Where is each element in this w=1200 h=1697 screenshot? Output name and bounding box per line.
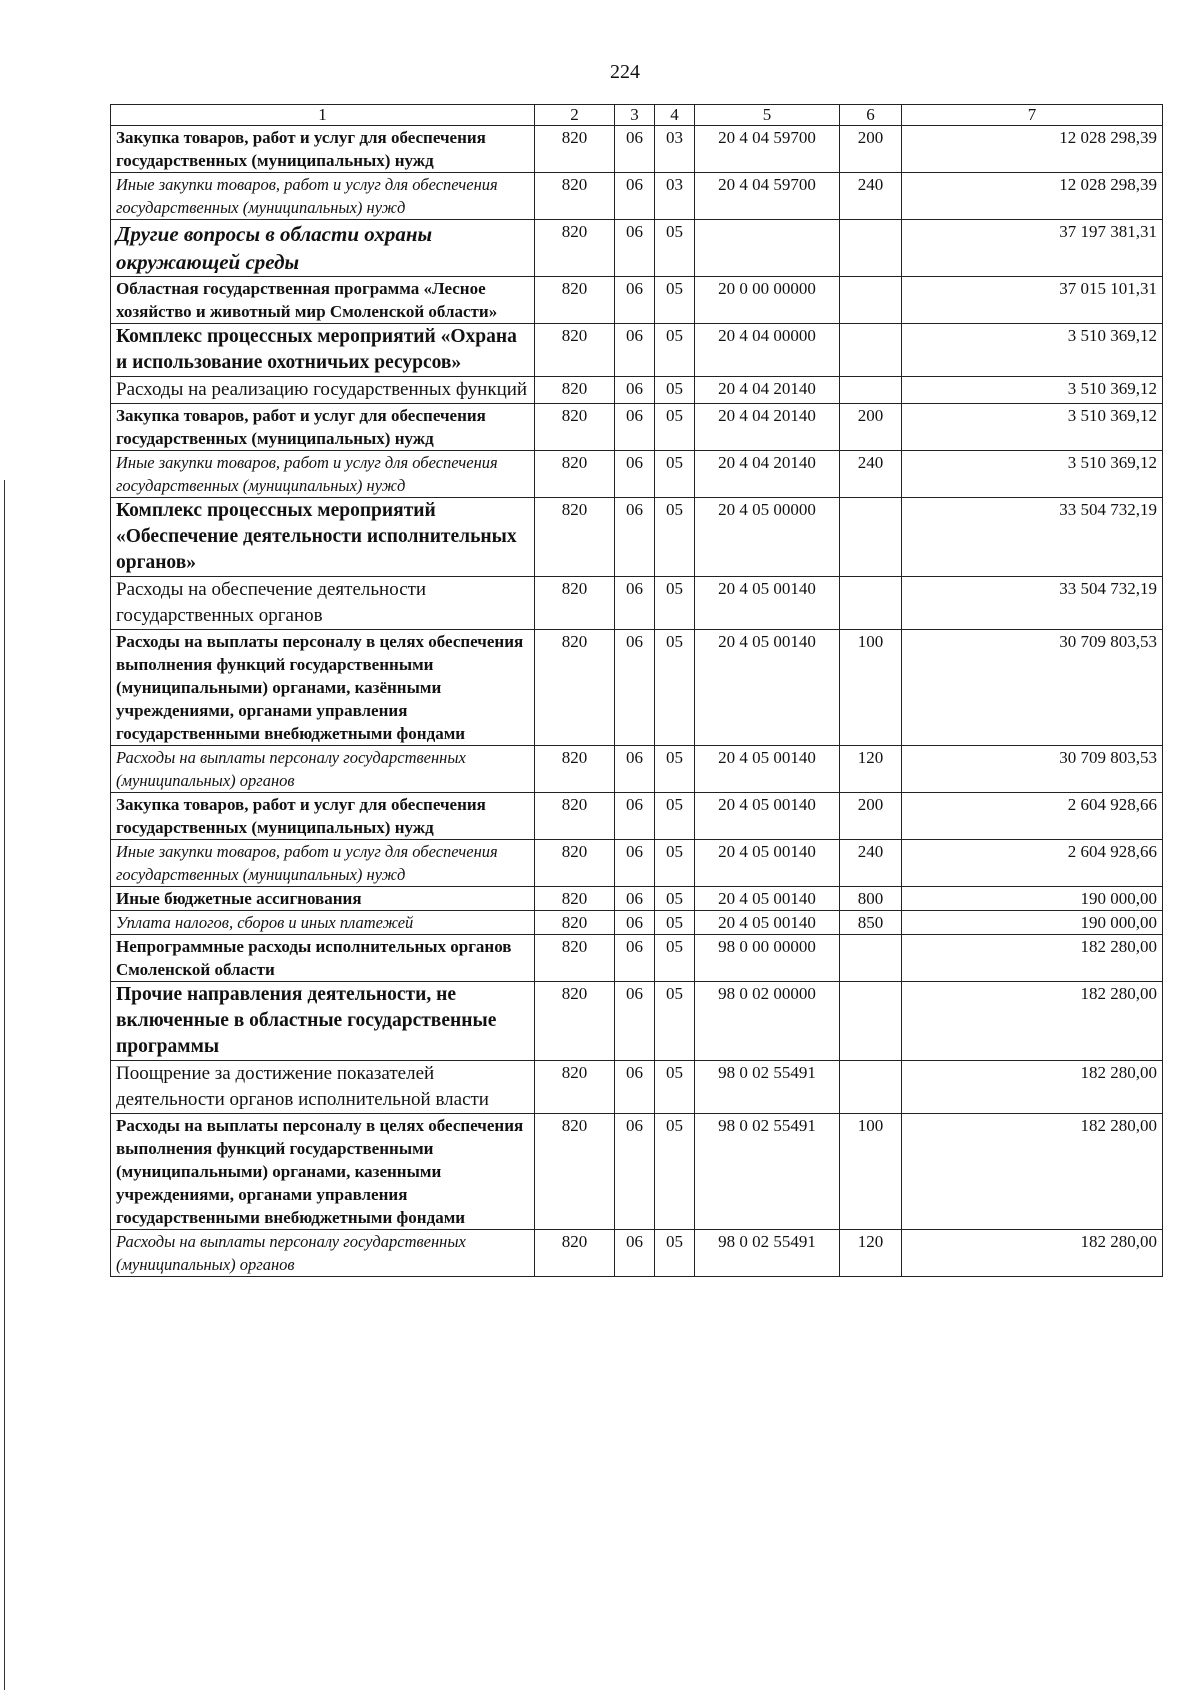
table-row	[111, 404, 1163, 451]
row-target-article-cell: 20 4 05 00140	[695, 793, 840, 840]
row-section-cell: 06	[615, 220, 655, 277]
header-col-1: 1	[111, 105, 535, 126]
row-expense-type-cell: 120	[840, 1230, 902, 1277]
row-admin-code-cell: 820	[535, 577, 615, 630]
row-target-article-cell: 20 0 00 00000	[695, 277, 840, 324]
row-name-cell: Комплекс процессных мероприятий «Охрана и использование охотничьих ресурсов»	[111, 324, 535, 377]
row-section-cell: 06	[615, 498, 655, 577]
header-col-2: 2	[535, 105, 615, 126]
row-amount-cell: 37 197 381,31	[902, 220, 1163, 277]
row-amount-cell: 182 280,00	[902, 935, 1163, 982]
row-admin-code-cell: 820	[535, 746, 615, 793]
table-row	[111, 982, 1163, 1061]
row-admin-code-cell: 820	[535, 324, 615, 377]
row-section-cell: 06	[615, 840, 655, 887]
row-target-article-cell: 20 4 04 20140	[695, 404, 840, 451]
row-amount-cell: 33 504 732,19	[902, 577, 1163, 630]
row-name-cell: Комплекс процессных мероприятий «Обеспечение деятельности исполнительных органов»	[111, 498, 535, 577]
table-row	[111, 887, 1163, 911]
row-admin-code-cell: 820	[535, 451, 615, 498]
row-name-cell: Иные закупки товаров, работ и услуг для обеспечения государственных (муниципальных) нужд	[111, 173, 535, 220]
table-row	[111, 630, 1163, 746]
header-col-5: 5	[695, 105, 840, 126]
row-subsection-cell: 03	[655, 173, 695, 220]
row-expense-type-cell: 850	[840, 911, 902, 935]
row-section-cell: 06	[615, 911, 655, 935]
row-section-cell: 06	[615, 1061, 655, 1114]
row-target-article-cell: 20 4 05 00000	[695, 498, 840, 577]
header-col-4: 4	[655, 105, 695, 126]
row-section-cell: 06	[615, 451, 655, 498]
row-subsection-cell: 05	[655, 377, 695, 404]
row-subsection-cell: 05	[655, 887, 695, 911]
row-name-cell: Областная государственная программа «Лесное хозяйство и животный мир Смоленской области»	[111, 277, 535, 324]
row-admin-code-cell: 820	[535, 982, 615, 1061]
row-section-cell: 06	[615, 746, 655, 793]
row-admin-code-cell: 820	[535, 126, 615, 173]
row-subsection-cell: 05	[655, 577, 695, 630]
row-subsection-cell: 05	[655, 746, 695, 793]
row-subsection-cell: 05	[655, 404, 695, 451]
row-section-cell: 06	[615, 1114, 655, 1230]
row-subsection-cell: 05	[655, 451, 695, 498]
table-row	[111, 793, 1163, 840]
table-body	[111, 126, 1163, 1277]
row-admin-code-cell: 820	[535, 1114, 615, 1230]
row-name-cell: Уплата налогов, сборов и иных платежей	[111, 911, 535, 935]
row-section-cell: 06	[615, 935, 655, 982]
row-section-cell: 06	[615, 630, 655, 746]
row-expense-type-cell: 100	[840, 1114, 902, 1230]
row-expense-type-cell	[840, 324, 902, 377]
row-admin-code-cell: 820	[535, 1061, 615, 1114]
row-admin-code-cell: 820	[535, 377, 615, 404]
table-row	[111, 324, 1163, 377]
row-expense-type-cell	[840, 377, 902, 404]
row-section-cell: 06	[615, 577, 655, 630]
table-row	[111, 1061, 1163, 1114]
row-amount-cell: 12 028 298,39	[902, 126, 1163, 173]
row-subsection-cell: 05	[655, 324, 695, 377]
row-section-cell: 06	[615, 377, 655, 404]
row-name-cell: Расходы на выплаты персоналу государственных (муниципальных) органов	[111, 746, 535, 793]
row-target-article-cell: 20 4 05 00140	[695, 887, 840, 911]
row-target-article-cell: 20 4 04 20140	[695, 451, 840, 498]
row-admin-code-cell: 820	[535, 1230, 615, 1277]
row-section-cell: 06	[615, 982, 655, 1061]
row-target-article-cell: 98 0 02 00000	[695, 982, 840, 1061]
table-row	[111, 1230, 1163, 1277]
row-name-cell: Расходы на выплаты персоналу в целях обеспечения выполнения функций государственными (муниципальными) органами, казёнными учреждениями, органами управления государственными внебюджетными фондами	[111, 630, 535, 746]
row-expense-type-cell	[840, 577, 902, 630]
row-expense-type-cell: 240	[840, 173, 902, 220]
row-name-cell: Закупка товаров, работ и услуг для обеспечения государственных (муниципальных) нужд	[111, 126, 535, 173]
row-subsection-cell: 05	[655, 1230, 695, 1277]
row-name-cell: Закупка товаров, работ и услуг для обеспечения государственных (муниципальных) нужд	[111, 793, 535, 840]
row-expense-type-cell: 200	[840, 793, 902, 840]
row-name-cell: Иные закупки товаров, работ и услуг для обеспечения государственных (муниципальных) нужд	[111, 840, 535, 887]
row-expense-type-cell: 240	[840, 840, 902, 887]
table-row	[111, 498, 1163, 577]
row-name-cell: Иные бюджетные ассигнования	[111, 887, 535, 911]
row-expense-type-cell: 100	[840, 630, 902, 746]
row-subsection-cell: 05	[655, 1114, 695, 1230]
row-target-article-cell: 20 4 05 00140	[695, 911, 840, 935]
row-section-cell: 06	[615, 277, 655, 324]
row-admin-code-cell: 820	[535, 840, 615, 887]
row-subsection-cell: 05	[655, 1061, 695, 1114]
row-amount-cell: 182 280,00	[902, 1230, 1163, 1277]
row-amount-cell: 30 709 803,53	[902, 630, 1163, 746]
table-row	[111, 220, 1163, 277]
row-admin-code-cell: 820	[535, 220, 615, 277]
row-expense-type-cell	[840, 982, 902, 1061]
row-name-cell: Расходы на выплаты персоналу в целях обеспечения выполнения функций государственными (муниципальными) органами, казенными учреждениями, органами управления государственными внебюджетными фондами	[111, 1114, 535, 1230]
row-amount-cell: 190 000,00	[902, 911, 1163, 935]
table-row	[111, 577, 1163, 630]
row-name-cell: Иные закупки товаров, работ и услуг для обеспечения государственных (муниципальных) нужд	[111, 451, 535, 498]
row-expense-type-cell: 240	[840, 451, 902, 498]
row-subsection-cell: 03	[655, 126, 695, 173]
row-name-cell: Расходы на выплаты персоналу государственных (муниципальных) органов	[111, 1230, 535, 1277]
row-target-article-cell: 98 0 02 55491	[695, 1230, 840, 1277]
table-row	[111, 451, 1163, 498]
row-expense-type-cell: 120	[840, 746, 902, 793]
table-row	[111, 911, 1163, 935]
row-admin-code-cell: 820	[535, 498, 615, 577]
table-row	[111, 1114, 1163, 1230]
row-subsection-cell: 05	[655, 840, 695, 887]
row-subsection-cell: 05	[655, 630, 695, 746]
row-amount-cell: 2 604 928,66	[902, 793, 1163, 840]
row-amount-cell: 2 604 928,66	[902, 840, 1163, 887]
row-amount-cell: 3 510 369,12	[902, 324, 1163, 377]
row-admin-code-cell: 820	[535, 935, 615, 982]
row-amount-cell: 3 510 369,12	[902, 451, 1163, 498]
row-target-article-cell: 98 0 02 55491	[695, 1114, 840, 1230]
row-amount-cell: 182 280,00	[902, 982, 1163, 1061]
row-target-article-cell: 98 0 02 55491	[695, 1061, 840, 1114]
binding-margin-line	[4, 480, 5, 1690]
row-subsection-cell: 05	[655, 982, 695, 1061]
row-admin-code-cell: 820	[535, 173, 615, 220]
row-subsection-cell: 05	[655, 793, 695, 840]
table-row	[111, 935, 1163, 982]
header-row	[111, 105, 1163, 126]
row-target-article-cell: 20 4 04 00000	[695, 324, 840, 377]
row-name-cell: Расходы на обеспечение деятельности государственных органов	[111, 577, 535, 630]
row-section-cell: 06	[615, 324, 655, 377]
row-amount-cell: 182 280,00	[902, 1114, 1163, 1230]
table-row	[111, 840, 1163, 887]
header-col-6: 6	[840, 105, 902, 126]
row-amount-cell: 3 510 369,12	[902, 404, 1163, 451]
row-expense-type-cell	[840, 277, 902, 324]
row-target-article-cell: 20 4 05 00140	[695, 630, 840, 746]
table-row	[111, 173, 1163, 220]
row-section-cell: 06	[615, 173, 655, 220]
table-row	[111, 277, 1163, 324]
row-target-article-cell: 20 4 04 59700	[695, 173, 840, 220]
row-section-cell: 06	[615, 887, 655, 911]
row-expense-type-cell: 800	[840, 887, 902, 911]
header-col-3: 3	[615, 105, 655, 126]
row-amount-cell: 33 504 732,19	[902, 498, 1163, 577]
header-col-7: 7	[902, 105, 1163, 126]
row-admin-code-cell: 820	[535, 404, 615, 451]
row-subsection-cell: 05	[655, 935, 695, 982]
row-expense-type-cell	[840, 935, 902, 982]
row-section-cell: 06	[615, 404, 655, 451]
row-name-cell: Другие вопросы в области охраны окружающей среды	[111, 220, 535, 277]
row-name-cell: Прочие направления деятельности, не включенные в областные государственные программы	[111, 982, 535, 1061]
table-row	[111, 126, 1163, 173]
row-expense-type-cell	[840, 498, 902, 577]
row-name-cell: Поощрение за достижение показателей деятельности органов исполнительной власти	[111, 1061, 535, 1114]
budget-table	[110, 104, 1163, 1277]
table-row	[111, 377, 1163, 404]
row-expense-type-cell: 200	[840, 404, 902, 451]
row-amount-cell: 37 015 101,31	[902, 277, 1163, 324]
row-admin-code-cell: 820	[535, 793, 615, 840]
row-section-cell: 06	[615, 793, 655, 840]
row-target-article-cell: 20 4 04 20140	[695, 377, 840, 404]
page-number: 224	[610, 61, 640, 83]
row-name-cell: Расходы на реализацию государственных функций	[111, 377, 535, 404]
row-admin-code-cell: 820	[535, 887, 615, 911]
row-admin-code-cell: 820	[535, 630, 615, 746]
row-admin-code-cell: 820	[535, 277, 615, 324]
row-target-article-cell: 20 4 04 59700	[695, 126, 840, 173]
row-name-cell: Закупка товаров, работ и услуг для обеспечения государственных (муниципальных) нужд	[111, 404, 535, 451]
row-amount-cell: 12 028 298,39	[902, 173, 1163, 220]
row-name-cell: Непрограммные расходы исполнительных органов Смоленской области	[111, 935, 535, 982]
row-amount-cell: 190 000,00	[902, 887, 1163, 911]
row-target-article-cell: 20 4 05 00140	[695, 840, 840, 887]
row-admin-code-cell: 820	[535, 911, 615, 935]
row-amount-cell: 182 280,00	[902, 1061, 1163, 1114]
row-expense-type-cell	[840, 220, 902, 277]
row-target-article-cell: 20 4 05 00140	[695, 746, 840, 793]
row-expense-type-cell	[840, 1061, 902, 1114]
row-amount-cell: 3 510 369,12	[902, 377, 1163, 404]
row-subsection-cell: 05	[655, 911, 695, 935]
table-row	[111, 746, 1163, 793]
row-expense-type-cell: 200	[840, 126, 902, 173]
row-subsection-cell: 05	[655, 498, 695, 577]
row-section-cell: 06	[615, 126, 655, 173]
row-amount-cell: 30 709 803,53	[902, 746, 1163, 793]
row-target-article-cell	[695, 220, 840, 277]
row-target-article-cell: 20 4 05 00140	[695, 577, 840, 630]
row-subsection-cell: 05	[655, 220, 695, 277]
row-section-cell: 06	[615, 1230, 655, 1277]
row-subsection-cell: 05	[655, 277, 695, 324]
row-target-article-cell: 98 0 00 00000	[695, 935, 840, 982]
